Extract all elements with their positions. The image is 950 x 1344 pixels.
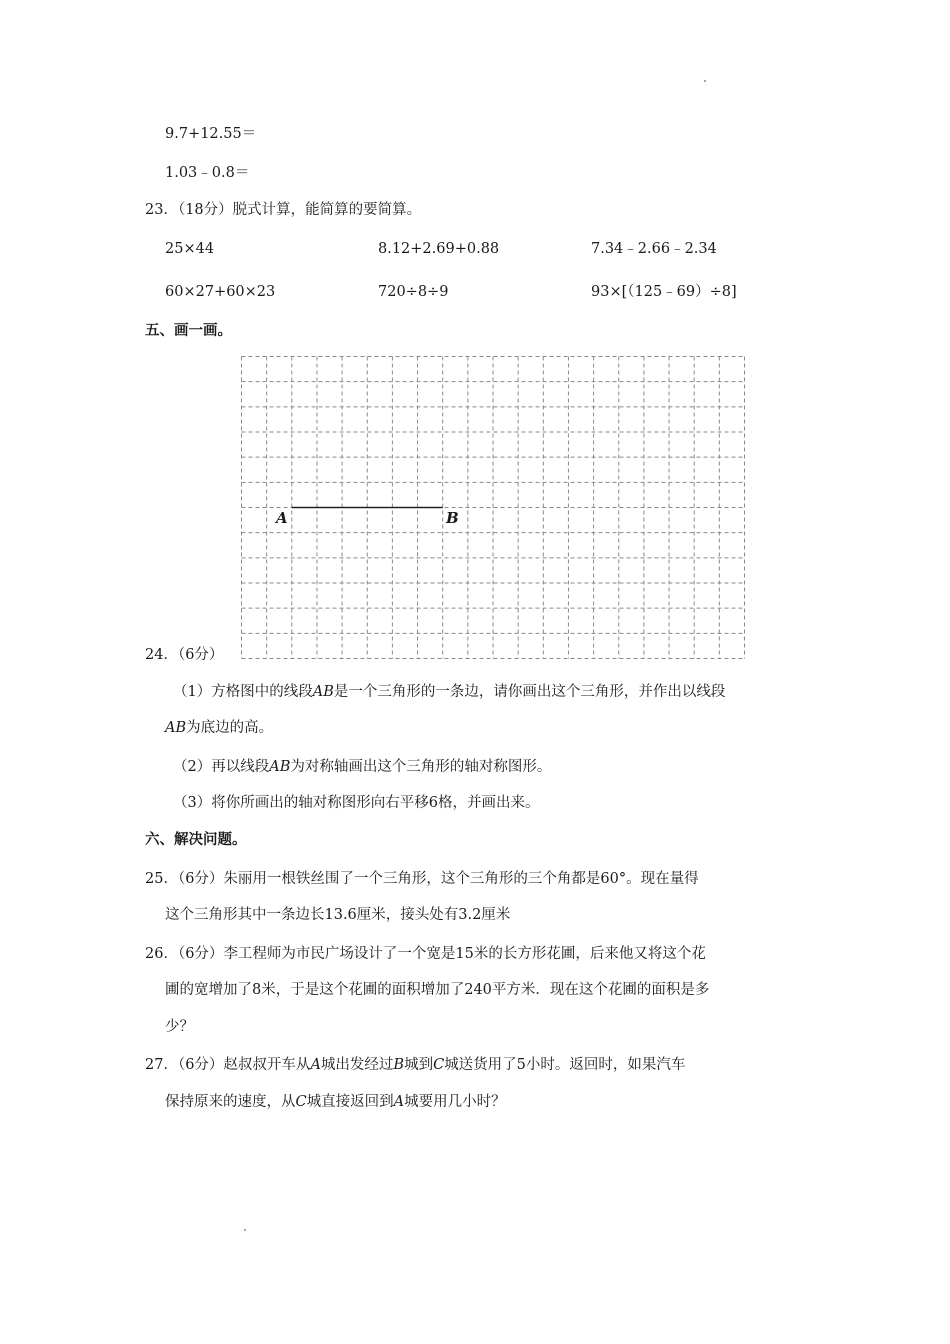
text-run: 城出发经过 (320, 1057, 394, 1073)
calc-item: 25×44 (165, 241, 215, 257)
text-run: 城要用几小时？ (404, 1094, 506, 1110)
question-number: 24． (145, 647, 178, 663)
section-title-draw: 五、画一画。 (145, 323, 232, 339)
calc-item: 7.34﹣2.66﹣2.34 (591, 241, 717, 257)
segment-name: AB (269, 759, 291, 775)
question-score: （18分） (177, 202, 233, 218)
page-mark-dot (244, 1229, 246, 1231)
text-run: （6分）李工程师为市民广场设计了一个宽是15米的长方形花圃，后来他又将这个花 (177, 946, 706, 962)
question-number: 26． (145, 946, 178, 962)
q24-part-1-line-1 (173, 682, 725, 702)
calc-item: 8.12+2.69+0.88 (378, 241, 500, 257)
grid-canvas (241, 356, 745, 659)
text-run: （2）再以线段 (173, 759, 270, 775)
text-run: 城到 (404, 1057, 434, 1073)
segment-name: AB (165, 720, 187, 736)
dashed-grid (241, 356, 745, 659)
expression-1: 9.7+12.55＝ (165, 126, 257, 142)
page-mark-dot (704, 80, 706, 82)
calc-item: 60×27+60×23 (165, 284, 276, 300)
city-name: A (393, 1094, 405, 1110)
q24-part-3: （3）将你所画出的轴对称图形向右平移6格，并画出来。 (173, 795, 540, 811)
city-name: C (295, 1094, 307, 1110)
point-label-a: A (276, 509, 288, 527)
question-number: 25． (145, 871, 178, 887)
section-title-solve: 六、解决问题。 (145, 832, 247, 848)
question-prompt: 脱式计算，能简算的要简算。 (232, 202, 422, 218)
text-run: （1）方格图中的线段 (173, 684, 313, 700)
calc-item: 93×[（125﹣69）÷8] (591, 284, 737, 300)
city-name: C (433, 1057, 445, 1073)
q24-part-1-line-2 (165, 718, 273, 738)
text-run: 为底边的高。 (186, 720, 274, 736)
text-run: 城送货用了5小时。返回时，如果汽车 (444, 1057, 686, 1073)
calc-item: 720÷8÷9 (378, 284, 449, 300)
expression-2: 1.03﹣0.8＝ (165, 165, 250, 181)
question-25-line-1 (145, 869, 699, 889)
question-24 (145, 645, 223, 665)
q24-part-2 (173, 757, 551, 777)
question-number: 23． (145, 202, 178, 218)
text-run: 保持原来的速度，从 (165, 1094, 296, 1110)
question-26-line-2: 圃的宽增加了8米，于是这个花圃的面积增加了240平方米．现在这个花圃的面积是多 (165, 982, 710, 998)
city-name: B (393, 1057, 405, 1073)
question-27-line-2 (165, 1092, 506, 1112)
question-number: 27． (145, 1057, 178, 1073)
question-26-line-3: 少？ (165, 1019, 194, 1035)
question-26-line-1 (145, 944, 706, 964)
question-27-line-1 (145, 1055, 685, 1075)
text-run: （6分）朱丽用一根铁丝围了一个三角形，这个三角形的三个角都是60°。现在量得 (177, 871, 699, 887)
text-run: （6分）赵叔叔开车从 (177, 1057, 311, 1073)
text-run: 是一个三角形的一条边，请你画出这个三角形，并作出以线段 (333, 684, 726, 700)
point-label-b: B (446, 509, 459, 527)
question-score: （6分） (177, 647, 224, 663)
text-run: 为对称轴画出这个三角形的轴对称图形。 (290, 759, 552, 775)
question-25-line-2: 这个三角形其中一条边长13.6厘米，接头处有3.2厘米 (165, 907, 511, 923)
text-run: 城直接返回到 (306, 1094, 394, 1110)
segment-name: AB (312, 684, 334, 700)
question-23 (145, 200, 421, 220)
city-name: A (310, 1057, 321, 1073)
